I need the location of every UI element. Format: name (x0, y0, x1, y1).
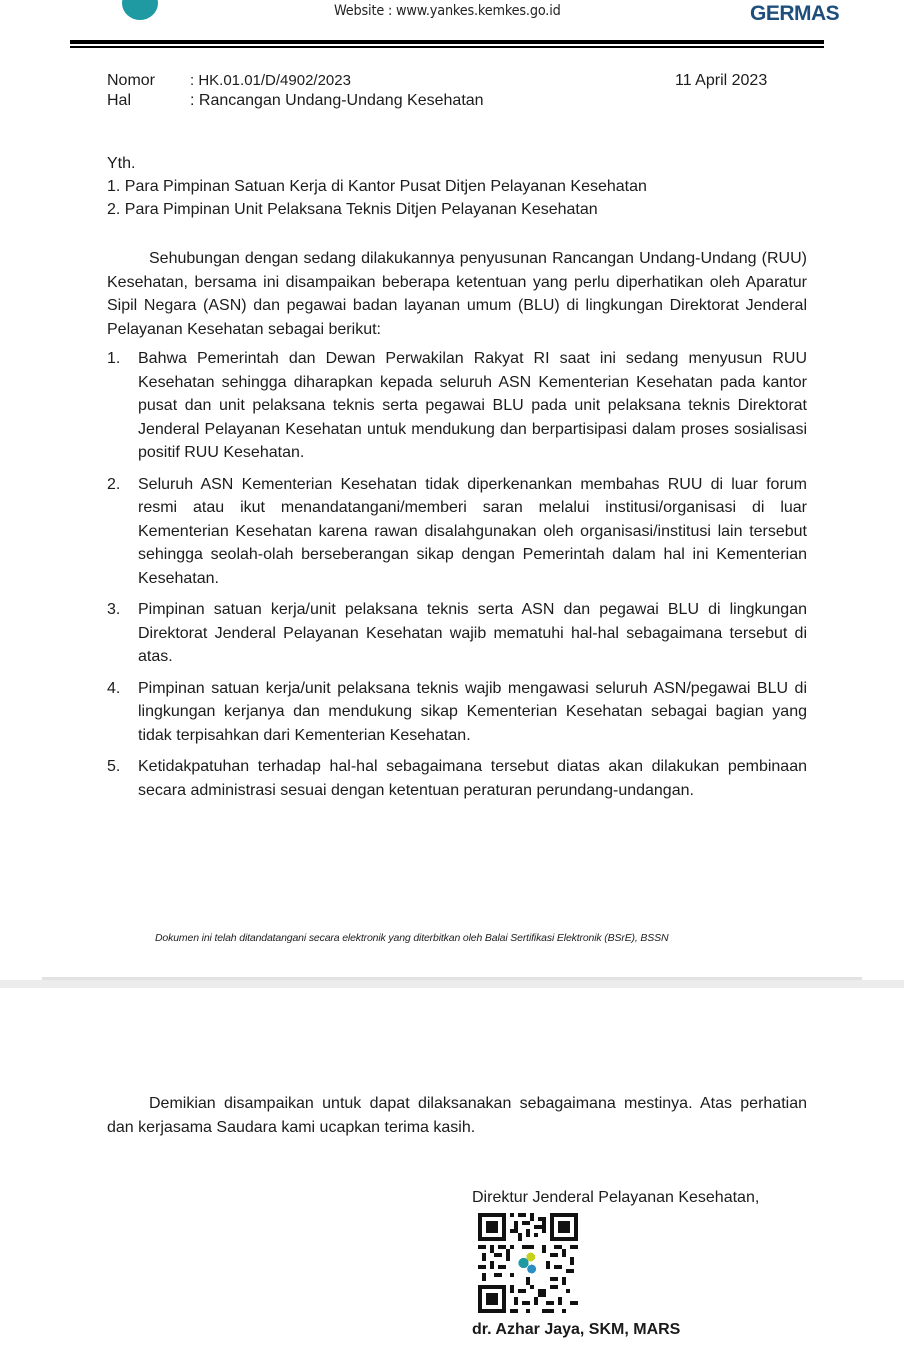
nomor-label: Nomor (107, 72, 156, 89)
germas-logo: GERMAS (750, 2, 840, 25)
point-item (107, 347, 807, 465)
point-number: 5. (107, 758, 121, 775)
signer-name: dr. Azhar Jaya, SKM, MARS (472, 1321, 681, 1338)
website-text: Website : www.yankes.kemkes.go.id (334, 3, 561, 19)
nomor-value: : HK.01.01/D/4902/2023 (190, 72, 351, 89)
salutation: Yth. (107, 155, 136, 172)
point-number: 2. (107, 475, 121, 493)
point-text: Pimpinan satuan kerja/unit pelaksana teknis wajib mengawasi seluruh ASN/pegawai BLU di lingkungan kerjanya dan mendukung sikap Kementerian Kesehatan sebagai bagian yang tidak terpisahkan dari Kementerian Kesehatan. (138, 679, 807, 744)
header-divider-thick (70, 40, 824, 44)
intro-paragraph (107, 247, 807, 341)
point-text: Ketidakpatuhan terhadap hal-hal sebagaimana tersebut diatas akan dilakukan pembinaan secara administrasi sesuai dengan ketentuan peraturan perundang-undangan. (138, 758, 807, 799)
letter-date: 11 April 2023 (675, 72, 768, 89)
point-text: Seluruh ASN Kementerian Kesehatan tidak diperkenankan membahas RUU di luar forum resmi atau ikut menandatangani/memberi saran melalui institusi/organisasi di luar Kementerian Kesehatan karena rawan disalahgunakan oleh organisasi/institusi lain tersebut sehingga seolah-olah berseberangan sikap dengan Pemerintah dalam hal ini Kementerian Kesehatan. (138, 475, 807, 587)
e-signature-note: Dokumen ini telah ditandatangani secara elektronik yang diterbitkan oleh Balai Sertifikasi Elektronik (BSrE), BSSN (155, 932, 669, 944)
qr-code-icon[interactable] (478, 1213, 578, 1313)
recipient-item: 1. Para Pimpinan Satuan Kerja di Kantor Pusat Ditjen Pelayanan Kesehatan (107, 178, 647, 195)
point-text: Bahwa Pemerintah dan Dewan Perwakilan Rakyat RI saat ini sedang menyusun RUU Kesehatan sehingga diharapkan kepada seluruh ASN Kementerian Kesehatan pada kantor pusat dan unit pelaksana teknis serta pegawai BLU pada unit pelaksana teknis Direktorat Jenderal Pelayanan Kesehatan untuk mendukung dan berpartisipasi dalam proses sosialisasi positif RUU Kesehatan. (138, 350, 807, 461)
point-text: Pimpinan satuan kerja/unit pelaksana teknis serta ASN dan pegawai BLU di lingkungan Direktorat Jenderal Pelayanan Kesehatan wajib mematuhi hal-hal sebagaimana tersebut di atas. (138, 601, 807, 665)
logo-teal-circle (122, 0, 158, 20)
header-divider-thin (70, 46, 824, 48)
point-item (107, 677, 807, 748)
closing-text: Demikian disampaikan untuk dapat dilaksanakan sebagaimana mestinya. Atas perhatian dan kerjasama Saudara kami ucapkan terima kasih. (107, 1095, 807, 1136)
hal-label: Hal (107, 92, 132, 109)
points-list (107, 347, 807, 802)
hal-value: : Rancangan Undang-Undang Kesehatan (190, 92, 484, 109)
signature-title: Direktur Jenderal Pelayanan Kesehatan, (472, 1189, 760, 1206)
point-item (107, 755, 807, 802)
intro-text: Sehubungan dengan sedang dilakukannya penyusunan Rancangan Undang-Undang (RUU) Kesehatan, bersama ini disampaikan beberapa ketentuan yang perlu diperhatikan oleh Aparatur Sipil Negara (ASN) dan pegawai badan layanan umum (BLU) di lingkungan Direktorat Jenderal Pelayanan Kesehatan sebagai berikut: (107, 250, 807, 338)
point-number: 4. (107, 679, 121, 697)
closing-paragraph (107, 1092, 807, 1139)
recipient-item: 2. Para Pimpinan Unit Pelaksana Teknis Ditjen Pelayanan Kesehatan (107, 201, 598, 218)
point-number: 3. (107, 601, 121, 618)
page-break (0, 980, 904, 988)
point-item (107, 473, 807, 591)
kemenkes-logo-icon (118, 0, 198, 20)
point-number: 1. (107, 350, 121, 367)
point-item (107, 598, 807, 669)
